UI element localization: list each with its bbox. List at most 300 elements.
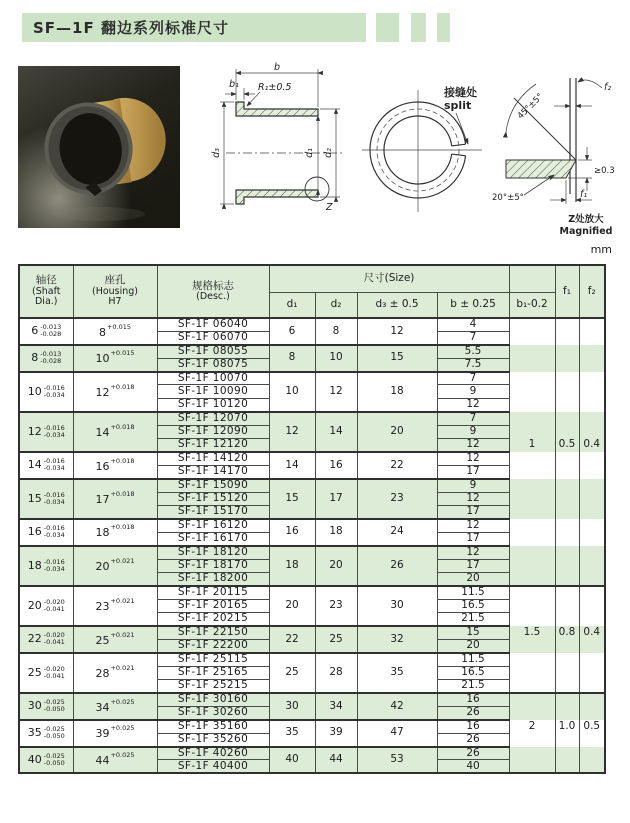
- cell-d3: 15: [357, 345, 437, 372]
- magnified-caption-en: Magnified: [559, 226, 613, 237]
- cell-f1: [555, 479, 579, 492]
- cell-housing-bore: $20^{+0.021}$: [73, 546, 157, 586]
- cell-b1: [509, 385, 555, 398]
- cell-d2: 23: [315, 586, 357, 626]
- magnified-caption-cn: Z处放大: [568, 214, 604, 225]
- cell-desc: SF-1F 18120: [157, 546, 269, 559]
- dim-label-z: Z: [326, 202, 333, 213]
- cell-f2: [579, 398, 605, 411]
- dim-label-b1: b₁: [229, 79, 239, 90]
- cell-b: 9: [437, 425, 509, 438]
- cell-d2: 18: [315, 519, 357, 546]
- cell-f2: [579, 733, 605, 746]
- cell-shaft-dia: 14 -0.016 -0.034: [19, 452, 73, 479]
- cell-f1: [555, 693, 579, 706]
- cell-d1: 16: [269, 519, 315, 546]
- cell-b1: [509, 747, 555, 760]
- col-header-f2: f₂: [579, 265, 605, 318]
- cell-d1: 15: [269, 479, 315, 519]
- cell-desc: SF-1F 25165: [157, 666, 269, 679]
- cell-f2: [579, 532, 605, 545]
- cell-f2: [579, 505, 605, 518]
- cell-f1: [555, 666, 579, 679]
- cell-housing-bore: $23^{+0.021}$: [73, 586, 157, 626]
- col-header-d3: d₃ ± 0.5: [357, 293, 437, 319]
- cell-f1: [555, 599, 579, 612]
- cell-f2: [579, 586, 605, 599]
- cell-shaft-dia: 40 -0.025 -0.050: [19, 747, 73, 774]
- cell-b1: [509, 318, 555, 331]
- cell-f2: [579, 465, 605, 478]
- cell-b: 26: [437, 733, 509, 746]
- shaft-header-en1: (Shaft: [32, 285, 61, 297]
- cell-f2: [579, 559, 605, 572]
- cell-f2: [579, 519, 605, 532]
- cell-f1: [555, 385, 579, 398]
- cell-housing-bore: $28^{+0.021}$: [73, 653, 157, 693]
- cell-d2: 25: [315, 626, 357, 653]
- cell-desc: SF-1F 10070: [157, 372, 269, 385]
- cell-desc: SF-1F 25115: [157, 653, 269, 666]
- cell-d2: 20: [315, 546, 357, 586]
- cell-f1: [555, 358, 579, 371]
- cell-shaft-dia: 10 -0.016 -0.034: [19, 372, 73, 412]
- cell-f1: [555, 639, 579, 652]
- cell-housing-bore: $17^{+0.018}$: [73, 479, 157, 519]
- cell-f1: [555, 398, 579, 411]
- cell-b: 21.5: [437, 680, 509, 693]
- cell-f1: [555, 452, 579, 465]
- cell-b1: [509, 680, 555, 693]
- cell-d3: 47: [357, 720, 437, 747]
- cell-f1: [555, 747, 579, 760]
- cell-desc: SF-1F 22200: [157, 639, 269, 652]
- housing-header-cn: 座孔: [104, 274, 126, 287]
- shaft-header-cn: 轴径: [35, 274, 57, 287]
- cell-b1: 1: [509, 439, 555, 452]
- cell-b1: [509, 760, 555, 773]
- cell-desc: SF-1F 35260: [157, 733, 269, 746]
- table-row: [19, 318, 605, 331]
- cell-f2: 0.4: [579, 626, 605, 639]
- cell-d1: 22: [269, 626, 315, 653]
- cell-desc: SF-1F 10120: [157, 398, 269, 411]
- cell-d3: 30: [357, 586, 437, 626]
- cell-f1: [555, 680, 579, 693]
- cell-b1: [509, 733, 555, 746]
- cell-d1: 8: [269, 345, 315, 372]
- cell-desc: SF-1F 40400: [157, 760, 269, 773]
- table-row: [19, 720, 605, 733]
- cell-f1: 1.0: [555, 720, 579, 733]
- cell-f2: [579, 372, 605, 385]
- dim-label-r1: R₁±0.5: [258, 82, 292, 93]
- cell-f2: [579, 666, 605, 679]
- deco-square-1: [376, 13, 399, 42]
- cell-b1: [509, 706, 555, 719]
- page-title: SF—1F 翻边系列标准尺寸: [33, 19, 229, 37]
- table-body: [19, 318, 605, 773]
- cell-desc: SF-1F 40260: [157, 747, 269, 760]
- cell-d2: 34: [315, 693, 357, 720]
- cell-b: 21.5: [437, 613, 509, 626]
- table-row: [19, 626, 605, 639]
- cell-f2: [579, 331, 605, 344]
- cell-b: 17: [437, 465, 509, 478]
- cell-b: 12: [437, 398, 509, 411]
- cell-b: 26: [437, 747, 509, 760]
- cell-d3: 20: [357, 412, 437, 452]
- desc-header-cn: 规格标志: [192, 279, 234, 292]
- cell-f2: [579, 425, 605, 438]
- cell-d3: 23: [357, 479, 437, 519]
- cell-f1: [555, 733, 579, 746]
- cell-b: 7: [437, 372, 509, 385]
- cell-housing-bore: $10^{+0.015}$: [73, 345, 157, 372]
- cell-desc: SF-1F 16170: [157, 532, 269, 545]
- cell-f1: [555, 546, 579, 559]
- cell-f1: [555, 760, 579, 773]
- cell-f1: [555, 653, 579, 666]
- cell-b: 16.5: [437, 666, 509, 679]
- cell-d3: 53: [357, 747, 437, 774]
- cell-desc: SF-1F 10090: [157, 385, 269, 398]
- cell-desc: SF-1F 18200: [157, 572, 269, 585]
- cell-d1: 6: [269, 318, 315, 345]
- deco-square-3: [437, 13, 450, 42]
- cell-f2: [579, 706, 605, 719]
- cell-shaft-dia: 30 -0.025 -0.050: [19, 693, 73, 720]
- col-header-housing: [73, 265, 157, 318]
- cell-b: 17: [437, 532, 509, 545]
- cell-b1: [509, 599, 555, 612]
- dim-label-d3: d₃: [211, 148, 222, 158]
- cell-b1: [509, 639, 555, 652]
- cell-b1: [509, 345, 555, 358]
- cell-b1: [509, 653, 555, 666]
- desc-header-en: (Desc.): [196, 291, 230, 303]
- col-header-d1: d₁: [269, 293, 315, 319]
- cell-f1: [555, 492, 579, 505]
- cell-desc: SF-1F 16120: [157, 519, 269, 532]
- cell-d3: 32: [357, 626, 437, 653]
- cell-f2: [579, 345, 605, 358]
- angle-bottom-label: 20°±5°: [492, 193, 524, 203]
- cell-b: 12: [437, 492, 509, 505]
- cell-f2: [579, 318, 605, 331]
- cell-b1: 2: [509, 720, 555, 733]
- cell-d3: 24: [357, 519, 437, 546]
- cell-f1: [555, 613, 579, 626]
- cell-d1: 20: [269, 586, 315, 626]
- cell-b1: [509, 572, 555, 585]
- cell-f1: [555, 331, 579, 344]
- cell-f1: 0.8: [555, 626, 579, 639]
- cell-d2: 39: [315, 720, 357, 747]
- cell-housing-bore: $8^{+0.015}$: [73, 318, 157, 345]
- cell-desc: SF-1F 30260: [157, 706, 269, 719]
- cell-desc: SF-1F 14120: [157, 452, 269, 465]
- cell-b: 4: [437, 318, 509, 331]
- cell-b: 16: [437, 720, 509, 733]
- table-row: [19, 586, 605, 599]
- table-header: [19, 265, 605, 318]
- cell-d1: 25: [269, 653, 315, 693]
- cell-desc: SF-1F 08075: [157, 358, 269, 371]
- cell-b: 40: [437, 760, 509, 773]
- f2-label: f₂: [604, 82, 612, 93]
- cell-housing-bore: $12^{+0.018}$: [73, 372, 157, 412]
- cell-b1: [509, 358, 555, 371]
- cell-desc: SF-1F 14170: [157, 465, 269, 478]
- min-dim-label: ≥0.3: [594, 166, 615, 176]
- col-header-b1-spacer: [509, 265, 555, 293]
- dimension-table: [18, 264, 606, 774]
- cell-d3: 35: [357, 653, 437, 693]
- shaft-header-en2: Dia.): [34, 296, 58, 308]
- cell-desc: SF-1F 08055: [157, 345, 269, 358]
- cell-d3: 18: [357, 372, 437, 412]
- cell-desc: SF-1F 25215: [157, 680, 269, 693]
- cell-f2: [579, 639, 605, 652]
- cell-d2: 10: [315, 345, 357, 372]
- cell-b1: [509, 331, 555, 344]
- cell-f1: 0.5: [555, 439, 579, 452]
- cell-b1: [509, 519, 555, 532]
- cell-d2: 44: [315, 747, 357, 774]
- table-row: [19, 412, 605, 425]
- cell-shaft-dia: 35 -0.025 -0.050: [19, 720, 73, 747]
- cell-b: 17: [437, 559, 509, 572]
- cell-housing-bore: $16^{+0.018}$: [73, 452, 157, 479]
- cell-b: 7: [437, 412, 509, 425]
- col-header-shaft: [19, 265, 73, 318]
- cell-f1: [555, 372, 579, 385]
- cell-b: 17: [437, 505, 509, 518]
- cell-b1: [509, 505, 555, 518]
- cell-f2: [579, 492, 605, 505]
- table-row: [19, 372, 605, 385]
- cell-d1: 12: [269, 412, 315, 452]
- cell-f1: [555, 425, 579, 438]
- cell-b1: [509, 465, 555, 478]
- cell-b1: [509, 452, 555, 465]
- cell-d1: 14: [269, 452, 315, 479]
- cell-b: 16: [437, 693, 509, 706]
- cell-d3: 22: [357, 452, 437, 479]
- cell-f1: [555, 505, 579, 518]
- cell-f1: [555, 345, 579, 358]
- cell-b1: 1.5: [509, 626, 555, 639]
- cell-d1: 40: [269, 747, 315, 774]
- cell-desc: SF-1F 15090: [157, 479, 269, 492]
- dim-label-d1: d₁: [304, 148, 315, 158]
- col-header-b: b ± 0.25: [437, 293, 509, 319]
- cell-d1: 30: [269, 693, 315, 720]
- cell-b: 12: [437, 452, 509, 465]
- cell-shaft-dia: 6 -0.013 -0.028: [19, 318, 73, 345]
- cell-f2: [579, 385, 605, 398]
- cell-d2: 16: [315, 452, 357, 479]
- unit-label: mm: [590, 243, 612, 256]
- cell-f1: [555, 706, 579, 719]
- cell-f1: [555, 559, 579, 572]
- cell-b1: [509, 492, 555, 505]
- table-row: [19, 693, 605, 706]
- cell-b: 20: [437, 572, 509, 585]
- cell-f2: [579, 613, 605, 626]
- col-header-size: 尺寸(Size): [269, 265, 509, 293]
- cell-desc: SF-1F 35160: [157, 720, 269, 733]
- cell-b1: [509, 546, 555, 559]
- cell-desc: SF-1F 15170: [157, 505, 269, 518]
- cell-d3: 12: [357, 318, 437, 345]
- cell-f2: [579, 760, 605, 773]
- cell-b: 15: [437, 626, 509, 639]
- cell-b1: [509, 479, 555, 492]
- bushing-photo-illustration: [18, 66, 180, 228]
- cell-b1: [509, 586, 555, 599]
- split-label-en: split: [444, 99, 472, 112]
- cell-desc: SF-1F 20165: [157, 599, 269, 612]
- cell-d1: 18: [269, 546, 315, 586]
- cell-desc: SF-1F 30160: [157, 693, 269, 706]
- cell-d3: 26: [357, 546, 437, 586]
- dim-label-d2: d₂: [323, 148, 334, 158]
- cell-shaft-dia: 15 -0.016 -0.034: [19, 479, 73, 519]
- cell-b: 7: [437, 331, 509, 344]
- cell-b1: [509, 559, 555, 572]
- cell-f2: 0.4: [579, 439, 605, 452]
- housing-header-h7: H7: [108, 296, 122, 308]
- table-row: [19, 452, 605, 465]
- cell-shaft-dia: 8 -0.013 -0.028: [19, 345, 73, 372]
- cell-housing-bore: $25^{+0.021}$: [73, 626, 157, 653]
- cell-b1: [509, 613, 555, 626]
- cell-housing-bore: $14^{+0.018}$: [73, 412, 157, 452]
- cell-shaft-dia: 20 -0.020 -0.041: [19, 586, 73, 626]
- cell-d1: 35: [269, 720, 315, 747]
- product-photo: [18, 66, 180, 228]
- cell-shaft-dia: 12 -0.016 -0.034: [19, 412, 73, 452]
- cell-desc: SF-1F 15120: [157, 492, 269, 505]
- cell-b: 26: [437, 706, 509, 719]
- cell-d2: 8: [315, 318, 357, 345]
- cross-section-drawing: [198, 58, 366, 230]
- col-header-f1: f₁: [555, 265, 579, 318]
- cell-d2: 12: [315, 372, 357, 412]
- angle-top-label: 45°±5°: [515, 91, 546, 122]
- cell-b1: [509, 412, 555, 425]
- cell-desc: SF-1F 12090: [157, 425, 269, 438]
- cell-b1: [509, 425, 555, 438]
- cell-f2: [579, 693, 605, 706]
- cell-housing-bore: $18^{+0.018}$: [73, 519, 157, 546]
- cell-b: 11.5: [437, 653, 509, 666]
- cell-housing-bore: $44^{+0.025}$: [73, 747, 157, 774]
- cell-d2: 14: [315, 412, 357, 452]
- cell-housing-bore: $34^{+0.025}$: [73, 693, 157, 720]
- cell-shaft-dia: 16 -0.016 -0.034: [19, 519, 73, 546]
- cell-b1: [509, 693, 555, 706]
- cell-d3: 42: [357, 693, 437, 720]
- deco-square-2: [411, 13, 426, 42]
- cell-d2: 17: [315, 479, 357, 519]
- cell-b: 11.5: [437, 586, 509, 599]
- cell-f2: [579, 653, 605, 666]
- cell-b: 12: [437, 519, 509, 532]
- cell-f2: [579, 452, 605, 465]
- cell-housing-bore: $39^{+0.025}$: [73, 720, 157, 747]
- magnified-detail-drawing: [490, 62, 628, 238]
- cell-b: 5.5: [437, 345, 509, 358]
- table-row: [19, 747, 605, 760]
- cell-f1: [555, 412, 579, 425]
- housing-header-en: (Housing): [91, 285, 139, 297]
- cell-shaft-dia: 22 -0.020 -0.041: [19, 626, 73, 653]
- cell-f1: [555, 519, 579, 532]
- table-row: [19, 653, 605, 666]
- table-row: [19, 345, 605, 358]
- table-row: [19, 546, 605, 559]
- cell-f1: [555, 586, 579, 599]
- cell-desc: SF-1F 20215: [157, 613, 269, 626]
- title-banner: [22, 13, 366, 42]
- col-header-desc: [157, 265, 269, 318]
- split-label-cn: 接缝处: [444, 86, 477, 99]
- cell-f2: [579, 572, 605, 585]
- cell-desc: SF-1F 12120: [157, 439, 269, 452]
- cell-shaft-dia: 18 -0.016 -0.034: [19, 546, 73, 586]
- cell-f2: [579, 479, 605, 492]
- cell-b: 7.5: [437, 358, 509, 371]
- cell-f2: [579, 546, 605, 559]
- cell-desc: SF-1F 06070: [157, 331, 269, 344]
- cell-f1: [555, 572, 579, 585]
- cell-f2: [579, 358, 605, 371]
- cell-f2: 0.5: [579, 720, 605, 733]
- cell-b1: [509, 532, 555, 545]
- table-row: [19, 519, 605, 532]
- cell-b: 20: [437, 639, 509, 652]
- cell-f1: [555, 465, 579, 478]
- cell-f1: [555, 318, 579, 331]
- cell-desc: SF-1F 06040: [157, 318, 269, 331]
- cell-shaft-dia: 25 -0.020 -0.041: [19, 653, 73, 693]
- cell-d1: 10: [269, 372, 315, 412]
- col-header-d2: d₂: [315, 293, 357, 319]
- cell-desc: SF-1F 20115: [157, 586, 269, 599]
- cell-desc: SF-1F 12070: [157, 412, 269, 425]
- cell-b1: [509, 398, 555, 411]
- cell-f2: [579, 680, 605, 693]
- cell-b1: [509, 372, 555, 385]
- table-row: [19, 479, 605, 492]
- cell-b: 16.5: [437, 599, 509, 612]
- cell-b: 9: [437, 479, 509, 492]
- cell-b: 9: [437, 385, 509, 398]
- cell-b: 12: [437, 439, 509, 452]
- cell-b1: [509, 666, 555, 679]
- col-header-b1: b₁-0.2: [509, 293, 555, 319]
- cell-f2: [579, 599, 605, 612]
- cell-d2: 28: [315, 653, 357, 693]
- dim-label-b: b: [273, 62, 281, 73]
- f1-label: f₁: [580, 189, 588, 200]
- cell-f2: [579, 747, 605, 760]
- cell-f2: [579, 412, 605, 425]
- split-ring-drawing: [360, 74, 494, 218]
